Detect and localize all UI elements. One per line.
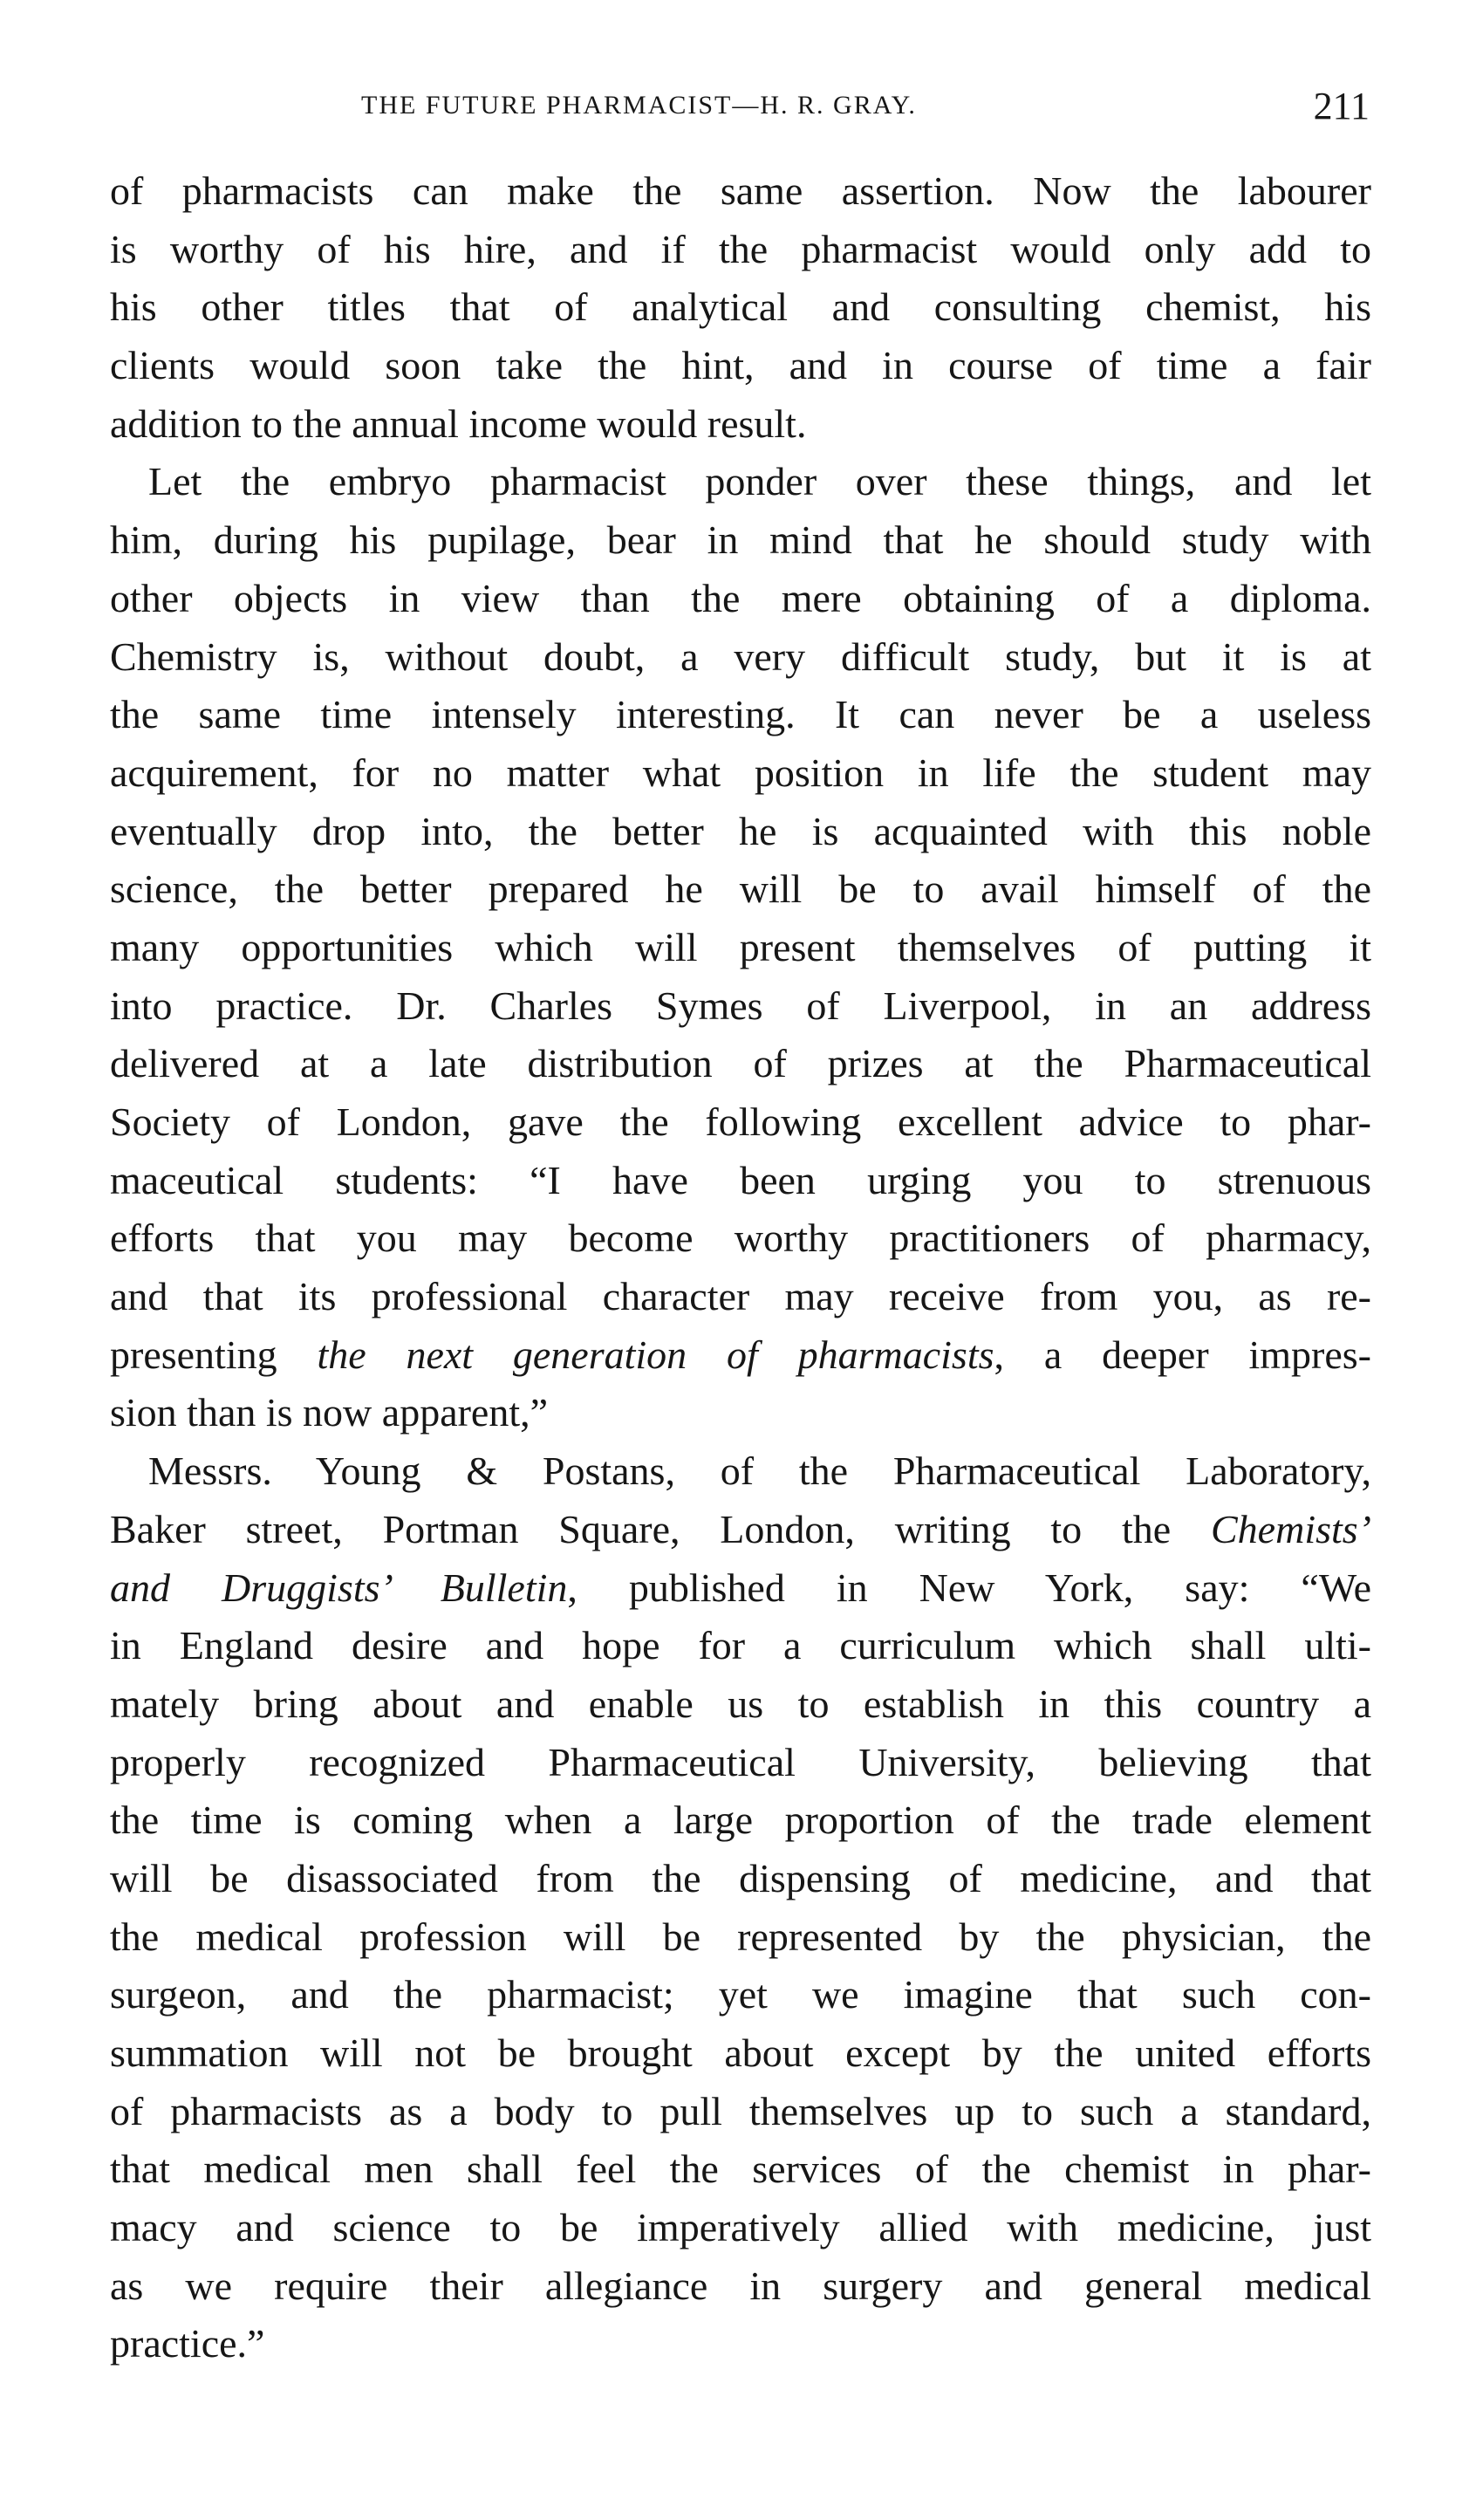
text-segment: Baker street, Portman Square, London, writing to the xyxy=(110,1506,1211,1551)
text-line xyxy=(110,1326,1371,1385)
text-segment: presenting xyxy=(110,1332,318,1377)
text-segment: , published in New York, say: “We xyxy=(567,1565,1371,1610)
text-line: many opportunities which will present themselves of putting it xyxy=(110,924,1371,969)
text-line: other objects in view than the mere obtaining of a diploma. xyxy=(110,575,1371,620)
text-line: his other titles that of analytical and consulting chemist, his xyxy=(110,284,1371,330)
paragraph-first-line: Messrs. Young & Postans, of the Pharmaceutical Laboratory, xyxy=(148,1448,1371,1494)
text-line: acquirement, for no matter what position in life the student may xyxy=(110,750,1371,795)
text-line: will be disassociated from the dispensing of medicine, and that xyxy=(110,1855,1371,1900)
running-head xyxy=(349,84,1370,136)
text-line: in England desire and hope for a curriculum which shall ulti- xyxy=(110,1623,1371,1668)
text-line: surgeon, and the pharmacist; yet we imagine that such con- xyxy=(110,1972,1371,2017)
text-line: practice.” xyxy=(110,2321,265,2366)
text-segment: , a deeper impres- xyxy=(994,1332,1371,1377)
page-number: 211 xyxy=(1313,85,1370,127)
text-line xyxy=(110,1559,1371,1618)
text-line: delivered at a late distribution of prizes at the Pharmaceutical xyxy=(110,1041,1371,1086)
text-line: summation will not be brought about except by the united efforts xyxy=(110,2030,1371,2075)
text-line: of pharmacists as a body to pull themselves up to such a standard, xyxy=(110,2088,1371,2133)
text-line: properly recognized Pharmaceutical University, believing that xyxy=(110,1739,1371,1784)
text-line: as we require their allegiance in surgery and general medical xyxy=(110,2263,1371,2308)
paragraph-first-line: Let the embryo pharmacist ponder over these things, and let xyxy=(148,459,1371,504)
text-line: Chemistry is, without doubt, a very difficult study, but it is at xyxy=(110,633,1371,679)
text-line: macy and science to be imperatively allied with medicine, just xyxy=(110,2205,1371,2250)
text-line: addition to the annual income would result. xyxy=(110,401,807,446)
italic-phrase: Chemists’ xyxy=(1211,1506,1371,1551)
text-line: the same time intensely interesting. It can never be a useless xyxy=(110,692,1371,737)
text-line: him, during his pupilage, bear in mind that he should study with xyxy=(110,517,1371,563)
text-line: clients would soon take the hint, and in course of time a fair xyxy=(110,343,1371,388)
text-line: is worthy of his hire, and if the pharmacist would only add to xyxy=(110,226,1371,271)
text-line: eventually drop into, the better he is acquainted with this noble xyxy=(110,808,1371,853)
text-line xyxy=(110,1501,1371,1559)
text-line: into practice. Dr. Charles Symes of Liverpool, in an address xyxy=(110,983,1371,1028)
text-line: maceutical students: “I have been urging you to strenuous xyxy=(110,1157,1371,1202)
text-line: Society of London, gave the following excellent advice to phar- xyxy=(110,1099,1371,1144)
italic-phrase: and Druggists’ Bulletin xyxy=(110,1565,568,1610)
text-line: science, the better prepared he will be to avail himself of the xyxy=(110,866,1371,912)
text-line: that medical men shall feel the services of the chemist in phar- xyxy=(110,2147,1371,2192)
text-line: sion than is now apparent,” xyxy=(110,1390,549,1435)
text-line: mately bring about and enable us to establish in this country a xyxy=(110,1681,1371,1726)
running-title: THE FUTURE PHARMACIST—H. R. GRAY. xyxy=(361,91,917,120)
text-line: the medical profession will be represented by the physician, the xyxy=(110,1914,1371,1959)
text-line: efforts that you may become worthy practitioners of pharmacy, xyxy=(110,1215,1371,1261)
text-line: of pharmacists can make the same assertion. Now the labourer xyxy=(110,168,1371,213)
italic-phrase: the next generation of pharmacists xyxy=(317,1332,994,1377)
text-line: and that its professional character may receive from you, as re- xyxy=(110,1274,1371,1319)
text-line: the time is coming when a large proportion of the trade element xyxy=(110,1798,1371,1843)
body-text xyxy=(110,162,1371,2373)
